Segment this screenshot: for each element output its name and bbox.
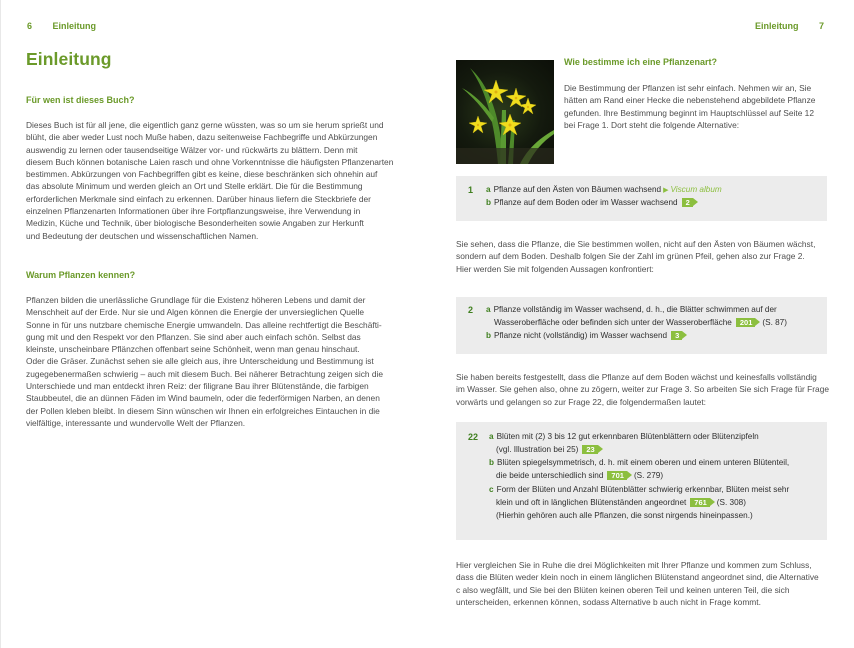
goto-arrow-badge[interactable]: 23 xyxy=(582,445,597,454)
text-line: bei Frage 1. Dort steht die folgende Alternative: xyxy=(564,119,740,130)
key-alternative-a xyxy=(486,304,777,317)
text-line: erforderlichen Merkmale sind einfach zu erkennen. Darüber hinaus liefern die Steckbriefe der xyxy=(26,193,371,204)
explanation-paragraph xyxy=(456,371,851,408)
running-head-title: Einleitung xyxy=(754,21,799,31)
text-line: im Wasser. Sie gehen also, ohne zu zögern, weiter zur Frage 3. So arbeiten Sie sich Frage für Frage xyxy=(456,384,830,395)
text-line: das absolute Minimum und werden gleich an Ort und Stelle erklärt. Die für die Bestimmung xyxy=(26,181,363,192)
text-line: Unterschiede und man entdeckt ihren Reiz: der filigrane Bau ihrer Blütenstände, die farbigen xyxy=(26,381,369,392)
key-text: Form der Blüten und Anzahl Blütenblätter schwierig erkennbar, Blüten meist sehr xyxy=(496,485,790,494)
key-letter: a xyxy=(489,432,494,441)
text-line: dass die Blüten weder klein noch in einem länglichen Blütenstand angeordnet sind, die Alternative xyxy=(456,572,819,583)
text-line: Sonne in für uns nutzbare chemische Energie umwandeln. Das alleine rechtfertigt die Beschäfti- xyxy=(26,319,382,330)
key-text: Pflanze vollständig im Wasser wachsend, d. h., die Blätter schwimmen auf der xyxy=(493,305,777,314)
right-page xyxy=(427,0,854,648)
key-number: 2 xyxy=(468,305,474,315)
text-line: Hier vergleichen Sie in Ruhe die drei Möglichkeiten mit Ihrer Pflanze und kommen zum Schluss, xyxy=(456,560,812,570)
text-line: vielfältige, interessante und wundervolle Welt der Pflanzen. xyxy=(26,417,246,428)
text-line: Hier werden Sie mit folgenden Aussagen konfrontiert: xyxy=(456,263,654,274)
flower-photo xyxy=(456,60,554,164)
text-line: auswendig zu lernen oder tausendseitige Wälzer vor- und rückwärts zu blättern. Denn mit xyxy=(26,144,358,155)
key-letter: b xyxy=(486,198,492,207)
key-alternative-a xyxy=(486,184,722,198)
key-text: Blüten mit (2) 3 bis 12 gut erkennbaren Blütenblättern oder Blütenzipfeln xyxy=(496,432,759,441)
key-alternative-a-cont xyxy=(494,317,787,330)
text-line: Die Bestimmung der Pflanzen ist sehr einfach. Nehmen wir an, Sie xyxy=(564,83,812,93)
text-line: hätten am Rand einer Hecke die nebenstehend abgebildete Pflanze xyxy=(564,95,816,106)
goto-arrow-badge[interactable]: 201 xyxy=(736,318,756,327)
text-line: der Pollen kleben bleibt. In diesem Sinn wünschen wir Ihnen ein erfolgreiches Eintauchen in die xyxy=(26,405,380,416)
key-box-question-22 xyxy=(456,422,827,540)
arrow-right-icon: ▶ xyxy=(663,187,669,194)
key-text: Pflanze nicht (vollständig) im Wasser wachsend xyxy=(494,331,668,340)
species-link[interactable]: Viscum album xyxy=(670,185,722,194)
key-text: Pflanze auf den Ästen von Bäumen wachsend xyxy=(493,185,662,194)
page-reference: (S. 308) xyxy=(716,498,746,507)
key-number: 1 xyxy=(468,185,474,195)
key-alternative-b xyxy=(489,457,789,470)
key-text: Wasseroberfläche oder befinden sich unter der Wasseroberfläche xyxy=(494,318,732,327)
running-head-right xyxy=(755,21,824,31)
page-reference: (S. 87) xyxy=(762,318,787,327)
section-heading: Wie bestimme ich eine Pflanzenart? xyxy=(564,57,717,67)
text-line: blüht, die aber weder Lust noch Muße haben, dazu seitenweise Fachbegriffe und Abkürzungen xyxy=(26,132,378,143)
section-paragraph xyxy=(26,119,426,242)
text-line: und Bedeutung der deutschen und wissenschaftlichen Namen. xyxy=(26,230,259,241)
text-line: Sie haben bereits festgestellt, dass die Pflanze auf dem Boden wächst und keinesfalls vollständig xyxy=(456,372,817,382)
text-line: Medizin, Küche und Technik, über biologische Besonderheiten sowie Angaben zur Herkunft xyxy=(26,218,364,229)
text-line: Dieses Buch ist für all jene, die eigentlich ganz gerne wüssten, was so um sie herum sprießt und xyxy=(26,120,384,130)
goto-arrow-badge[interactable]: 761 xyxy=(690,498,710,507)
text-line: diesem Buch können botanische Laien rasch und ohne Vorkenntnisse die häufigsten Pflanzenarten xyxy=(26,156,394,167)
key-letter: b xyxy=(486,331,492,340)
text-line: zugegebenermaßen schwierig – auch mit diesem Buch. Bei näherer Betrachtung zeigen sich die xyxy=(26,368,384,379)
key-number: 22 xyxy=(468,432,479,442)
explanation-paragraph xyxy=(456,559,851,608)
text-line: Sie sehen, dass die Pflanze, die Sie bestimmen wollen, nicht auf den Ästen von Bäumen wächst, xyxy=(456,239,816,249)
key-alternative-a xyxy=(489,431,759,444)
text-line: sondern auf dem Boden. Deshalb folgen Sie der Zahl im grünen Pfeil, gehen also zur Frage 2. xyxy=(456,251,805,262)
text-line: vorwärts und gelangen so zur Frage 22, die folgendermaßen lautet: xyxy=(456,396,707,407)
text-line: Staubbeutel, die an dünnen Fäden im Wind baumeln, oder die federförmigen Narben, an denen xyxy=(26,393,380,404)
goto-arrow-badge[interactable]: 2 xyxy=(682,198,693,207)
key-text: Blüten spiegelsymmetrisch, d. h. mit einem oberen und einem unteren Blütenteil, xyxy=(497,458,790,467)
key-letter: a xyxy=(486,185,491,194)
text-line: gefunden. Ihre Bestimmung beginnt im Hauptschlüssel auf Seite 12 xyxy=(564,107,815,118)
key-alternative-b xyxy=(486,330,689,343)
text-line: Menschheit auf der Erde. Nur sie und Algen können die Energie der unversieglichen Quelle xyxy=(26,307,365,318)
explanation-paragraph xyxy=(456,238,851,275)
page-number: 6 xyxy=(27,21,33,31)
text-line: c also wegfällt, und Sie bei den Blüten keinen oberen Teil und keinen unteren Teil, die sich xyxy=(456,584,790,595)
yellow-flower-image-icon xyxy=(456,60,554,164)
key-alternative-a-cont xyxy=(496,444,605,457)
key-alternative-c xyxy=(489,484,789,497)
text-line: gung mit und den Respekt vor den Pflanzen. Sie sind aber auch einfach schön. Selbst das xyxy=(26,331,361,342)
text-line: Pflanzen bilden die unerlässliche Grundlage für die Existenz höheren Lebens und damit der xyxy=(26,295,366,305)
chapter-title: Einleitung xyxy=(26,49,112,69)
key-text: Pflanze auf dem Boden oder im Wasser wachsend xyxy=(494,198,678,207)
section-paragraph xyxy=(26,294,426,429)
section-heading: Warum Pflanzen kennen? xyxy=(26,270,136,280)
key-text: die beide unterschiedlich sind xyxy=(496,471,604,480)
key-box-question-2 xyxy=(456,297,827,354)
key-letter: c xyxy=(489,485,494,494)
key-alternative-b-cont xyxy=(496,470,663,483)
page-reference: (S. 279) xyxy=(633,471,664,480)
key-alternative-b xyxy=(486,197,700,210)
text-line: Oder die Gräser. Zunächst sehen sie alle gleich aus, ihre Unterscheidung und Bestimmung ist xyxy=(26,356,374,367)
key-text: (vgl. Illustration bei 25) xyxy=(496,445,579,454)
key-note: (Hierhin gehören auch alle Pflanzen, die sonst nirgends hineinpassen.) xyxy=(496,511,753,520)
running-head-title: Einleitung xyxy=(52,21,97,31)
section-heading: Für wen ist dieses Buch? xyxy=(26,95,135,105)
key-box-question-1 xyxy=(456,176,827,221)
key-letter: b xyxy=(489,458,495,467)
goto-arrow-badge[interactable]: 701 xyxy=(607,471,627,480)
text-line: einzelnen Pflanzenarten Informationen über ihre Fortpflanzungsweise, ihre Verwendung in xyxy=(26,206,361,217)
text-line: kleinste, unscheinbare Pflänzchen offenbart seine Schönheit, wenn man genau hinschaut. xyxy=(26,344,360,355)
page-number: 7 xyxy=(818,21,824,31)
running-head-left xyxy=(27,21,96,31)
intro-paragraph xyxy=(564,82,834,131)
text-line: unterscheiden, erkennen können, sodass Alternative b auch nicht in Frage kommt. xyxy=(456,596,761,607)
key-alternative-c-cont xyxy=(496,497,746,510)
text-line: bestimmen. Abkürzungen von Fachbegriffen gibt es keine, diese beschränken sich ohnehin auf xyxy=(26,169,378,180)
goto-arrow-badge[interactable]: 3 xyxy=(671,331,682,340)
key-letter: a xyxy=(486,305,491,314)
key-text: klein und oft in länglichen Blütenständen angeordnet xyxy=(496,498,687,507)
